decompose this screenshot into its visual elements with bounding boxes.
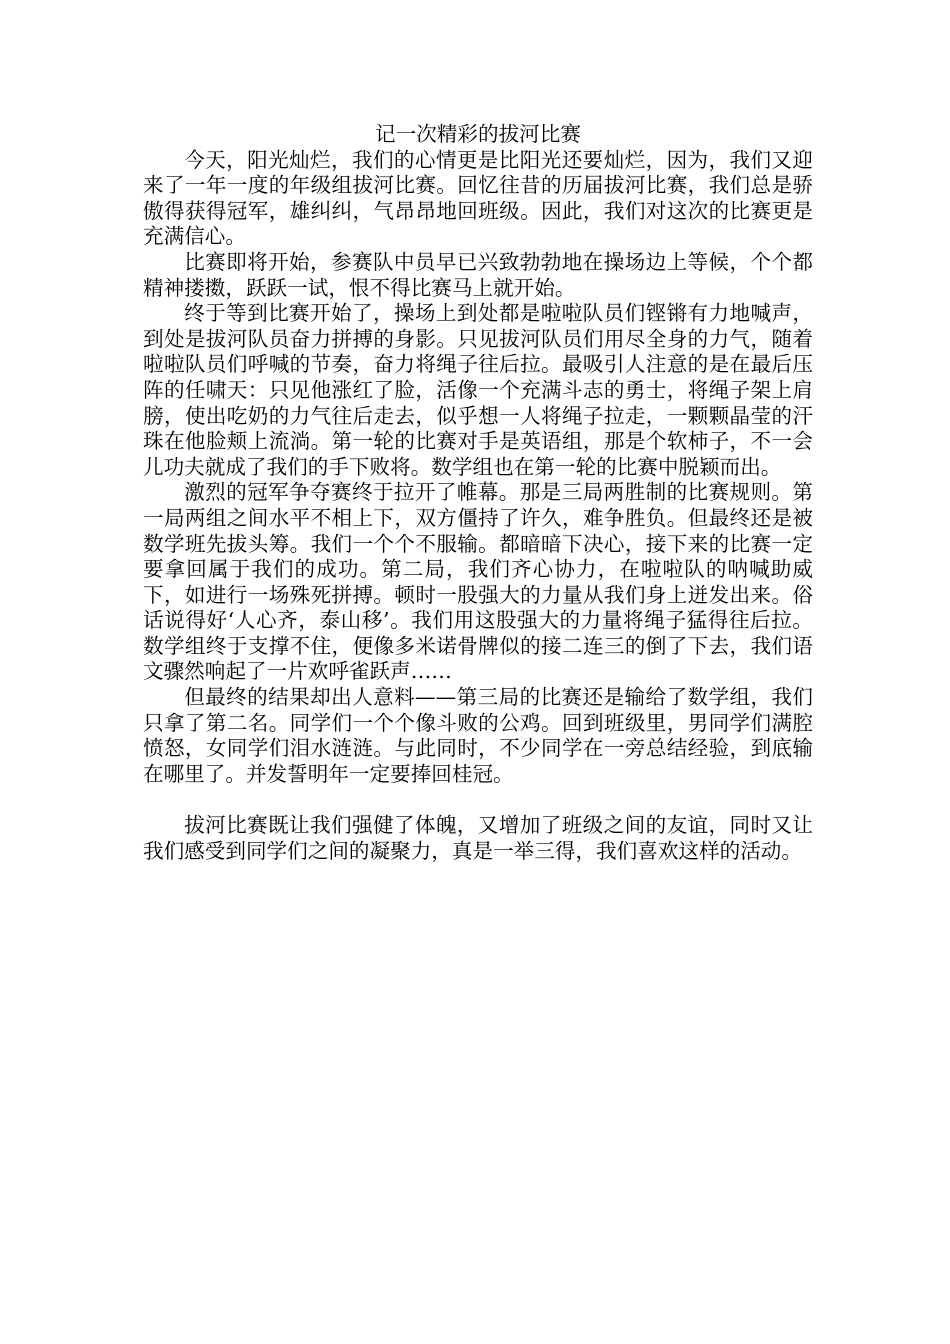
paragraph-2: 比赛即将开始，参赛队中员早已兴致勃勃地在操场边上等候，个个都精神搂擞，跃跃一试，恨不得比赛马上就开始。 bbox=[143, 249, 813, 300]
paragraph-4: 激烈的冠军争夺赛终于拉开了帷幕。那是三局两胜制的比赛规则。第一局两组之间水平不相上下，双方僵持了许久，难争胜负。但最终还是被数学班先拔头筹。我们一个个不服输。都暗暗下决心，接下来的比赛一定要拿回属于我们的成功。第二局，我们齐心协力，在啦啦队的呐喊助威下，如进行一场殊死拼搏。顿时一股强大的力量从我们身上迸发出来。俗话说得好‘人心齐，泰山移’。我们用这股强大的力量将绳子猛得往后拉。数学组终于支撑不住，便像多米诺骨牌似的接二连三的倒了下去，我们语文骤然响起了一片欢呼雀跃声…… bbox=[143, 480, 813, 684]
paragraph-3: 终于等到比赛开始了，操场上到处都是啦啦队员们铿锵有力地喊声，到处是拔河队员奋力拼搏的身影。只见拔河队员们用尽全身的力气，随着啦啦队员们呼喊的节奏，奋力将绳子往后拉。最吸引人注意的是在最后压阵的任啸天：只见他涨红了脸，活像一个充满斗志的勇士，将绳子架上肩膀，使出吃奶的力气往后走去，似乎想一人将绳子拉走，一颗颗晶莹的汗珠在他脸颊上流淌。第一轮的比赛对手是英语组，那是个软柿子，不一会儿功夫就成了我们的手下败将。数学组也在第一轮的比赛中脱颖而出。 bbox=[143, 301, 813, 479]
essay-title: 记一次精彩的拔河比赛 bbox=[375, 122, 581, 146]
paragraph-5: 但最终的结果却出人意料——第三局的比赛还是输给了数学组，我们只拿了第二名。同学们一个个像斗败的公鸡。回到班级里，男同学们满腔愤怒，女同学们泪水涟涟。与此同时，不少同学在一旁总结经验，到底输在哪里了。并发誓明年一定要捧回桂冠。 bbox=[143, 685, 813, 786]
paragraph-1: 今天，阳光灿烂，我们的心情更是比阳光还要灿烂，因为，我们又迎来了一年一度的年级组拔河比赛。回忆往昔的历届拔河比赛，我们总是骄傲得获得冠军，雄纠纠，气昂昂地回班级。因此，我们对这次的比赛更是充满信心。 bbox=[143, 147, 813, 249]
blank-line bbox=[143, 787, 813, 813]
paragraph-6: 拔河比赛既让我们强健了体魄，又增加了班级之间的友谊，同时又让我们感受到同学们之间的凝聚力，真是一举三得，我们喜欢这样的活动。 bbox=[143, 813, 813, 863]
essay-body bbox=[143, 122, 813, 864]
